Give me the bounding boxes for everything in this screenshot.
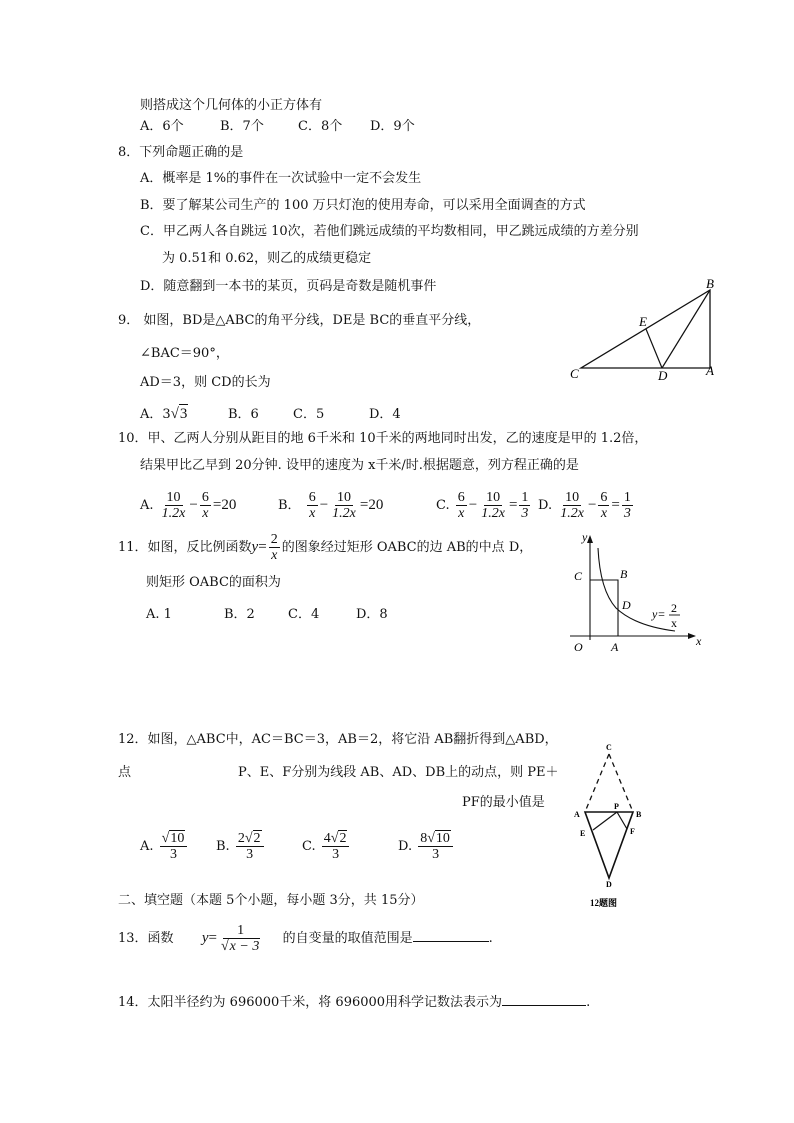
q12-segment-bc xyxy=(609,754,633,812)
q10-stem-2: 结果甲比乙早到 20分钟. 设甲的速度为 x千米/时.根据题意，列方程正确的是 xyxy=(140,458,579,473)
q12-segment-pf xyxy=(617,812,627,829)
q12-segment-pe xyxy=(593,812,617,830)
q9-option-a[interactable]: A．3√3 xyxy=(140,406,188,422)
q11-label-a: A xyxy=(611,640,619,654)
q12-label-p: P xyxy=(614,802,619,811)
q12-option-d[interactable]: D. $\frac{8√10}{3}$ xyxy=(398,828,455,866)
q11-label-y: y xyxy=(582,530,588,544)
q9-figure xyxy=(565,278,725,384)
q11-options xyxy=(146,606,388,624)
q11-curve-label-y: y= xyxy=(652,607,666,621)
q12-caption: 12题图 xyxy=(590,898,618,908)
q12-label-b: B xyxy=(636,810,642,819)
q7-options xyxy=(140,118,415,136)
q8-option-d[interactable]: D．随意翻到一本书的某页，页码是奇数是随机事件 xyxy=(140,279,437,294)
q11-stem: 11．如图，反比例函数y= $\frac{2}{x}$ 的图象经过矩形 OABC的边 AB的中点 D， xyxy=(118,532,533,563)
q10-option-a[interactable]: A. $\frac{10}{1.2x}$ − $\frac{6}{x}$ =20 xyxy=(140,490,237,521)
q14-answer-blank[interactable] xyxy=(502,1005,586,1006)
q11-option-a[interactable]: A. 1 xyxy=(146,607,172,622)
q10-option-b[interactable]: B． $\frac{6}{x}$ − $\frac{10}{1.2x}$ =20 xyxy=(278,490,384,521)
q8-option-a[interactable]: A．概率是 1%的事件在一次试验中一定不会发生 xyxy=(140,171,422,186)
q14: 14．太阳半径约为 696000千米，将 696000用科学记数法表示为 . xyxy=(118,995,591,1010)
q9-triangle-abc xyxy=(581,290,710,368)
q12-stem-3: PF的最小值是 xyxy=(462,795,545,810)
q11-figure xyxy=(560,530,710,660)
q11-label-d: D xyxy=(622,598,631,612)
q9-given: AD＝3，则 CD的长为 xyxy=(140,375,271,390)
q9-option-c[interactable]: C．5 xyxy=(293,407,325,422)
q11-option-d[interactable]: D．8 xyxy=(356,607,388,622)
q9-stem: 9． 如图，BD是△ABC的角平分线，DE是 BC的垂直平分线， xyxy=(118,313,481,328)
q11-curve-label-den: x xyxy=(671,616,677,630)
q9-angle: ∠BAC＝90°， xyxy=(140,346,229,361)
q9-segment-bd xyxy=(662,290,710,368)
q12-option-a[interactable]: A. $\frac{√10}{3}$ xyxy=(140,828,189,866)
q12-label-d: D xyxy=(606,880,612,889)
q12-stem-1: 12．如图，△ABC中，AC＝BC＝3，AB＝2，将它沿 AB翻折得到△ABD， xyxy=(118,732,558,747)
q11-label-c: C xyxy=(574,569,583,583)
q11-label-o: O xyxy=(574,640,583,654)
q11-option-b[interactable]: B．2 xyxy=(224,607,255,622)
q9-segment-de xyxy=(646,329,662,368)
q11-question: 则矩形 OABC的面积为 xyxy=(146,575,281,590)
q9-label-e: E xyxy=(639,314,647,329)
q10-option-c[interactable]: C. $\frac{6}{x}$ − $\frac{10}{1.2x}$ = $\frac{1}{3}$ xyxy=(436,490,529,521)
q12-dian: 点 xyxy=(118,765,132,780)
q12-label-c: C xyxy=(606,743,612,752)
q13: 13．函数 y= $\frac{1}{√x - 3}$ 的自变量的取值范围是 . xyxy=(118,923,493,954)
q12-triangle-abd xyxy=(585,812,633,878)
q9-options xyxy=(140,404,401,424)
q8-option-c-cont: 为 0.51和 0.62，则乙的成绩更稳定 xyxy=(162,251,372,266)
section-2-heading: 二、填空题（本题 5个小题，每小题 3分，共 15分） xyxy=(118,893,424,908)
q9-label-d: D xyxy=(658,368,668,383)
q12-figure xyxy=(565,738,655,910)
q9-option-d[interactable]: D．4 xyxy=(369,407,401,422)
q8-option-b[interactable]: B．要了解某公司生产的 100 万只灯泡的使用寿命，可以采用全面调查的方式 xyxy=(140,198,586,213)
q7-option-c[interactable]: C．8个 xyxy=(298,119,343,134)
q10-option-d[interactable]: D. $\frac{10}{1.2x}$ − $\frac{6}{x}$ = $\frac{1}{3}$ xyxy=(538,490,631,521)
q11-label-b: B xyxy=(620,567,628,581)
q11-option-c[interactable]: C．4 xyxy=(288,607,320,622)
q12-label-e: E xyxy=(580,829,586,838)
q12-option-c[interactable]: C. $\frac{4√2}{3}$ xyxy=(302,828,351,866)
q8-stem: 8．下列命题正确的是 xyxy=(118,145,244,160)
q7-option-d[interactable]: D．9个 xyxy=(370,119,415,134)
q11-label-x: x xyxy=(696,634,702,648)
q7-text: 则搭成这个几何体的小正方体有 xyxy=(140,98,323,113)
q9-label-c: C xyxy=(570,366,579,381)
q12-label-a: A xyxy=(574,810,580,819)
q10-stem-1: 10．甲、乙两人分别从距目的地 6千米和 10千米的两地同时出发，乙的速度是甲的 1.2倍， xyxy=(118,431,648,446)
q9-option-b[interactable]: B．6 xyxy=(228,407,259,422)
q7-option-a[interactable]: A．6个 xyxy=(140,119,184,134)
q12-label-f: F xyxy=(630,827,635,836)
q11-rectangle xyxy=(590,580,618,636)
q12-segment-ac xyxy=(585,754,609,812)
q9-option-a-radicand: 3 xyxy=(179,406,188,422)
q13-answer-blank[interactable] xyxy=(413,941,489,942)
q12-option-b[interactable]: B. $\frac{2√2}{3}$ xyxy=(216,828,266,866)
q7-option-b[interactable]: B．7个 xyxy=(220,119,264,134)
q9-label-a: A xyxy=(706,363,714,378)
q12-stem-2: P、E、F分别为线段 AB、AD、DB上的动点，则 PE＋ xyxy=(238,765,559,780)
q11-curve-label-num: 2 xyxy=(671,601,677,615)
q8-option-c[interactable]: C．甲乙两人各自跳远 10次，若他们跳远成绩的平均数相同，甲乙跳远成绩的方差分别 xyxy=(140,224,639,239)
q9-label-b: B xyxy=(706,278,714,291)
